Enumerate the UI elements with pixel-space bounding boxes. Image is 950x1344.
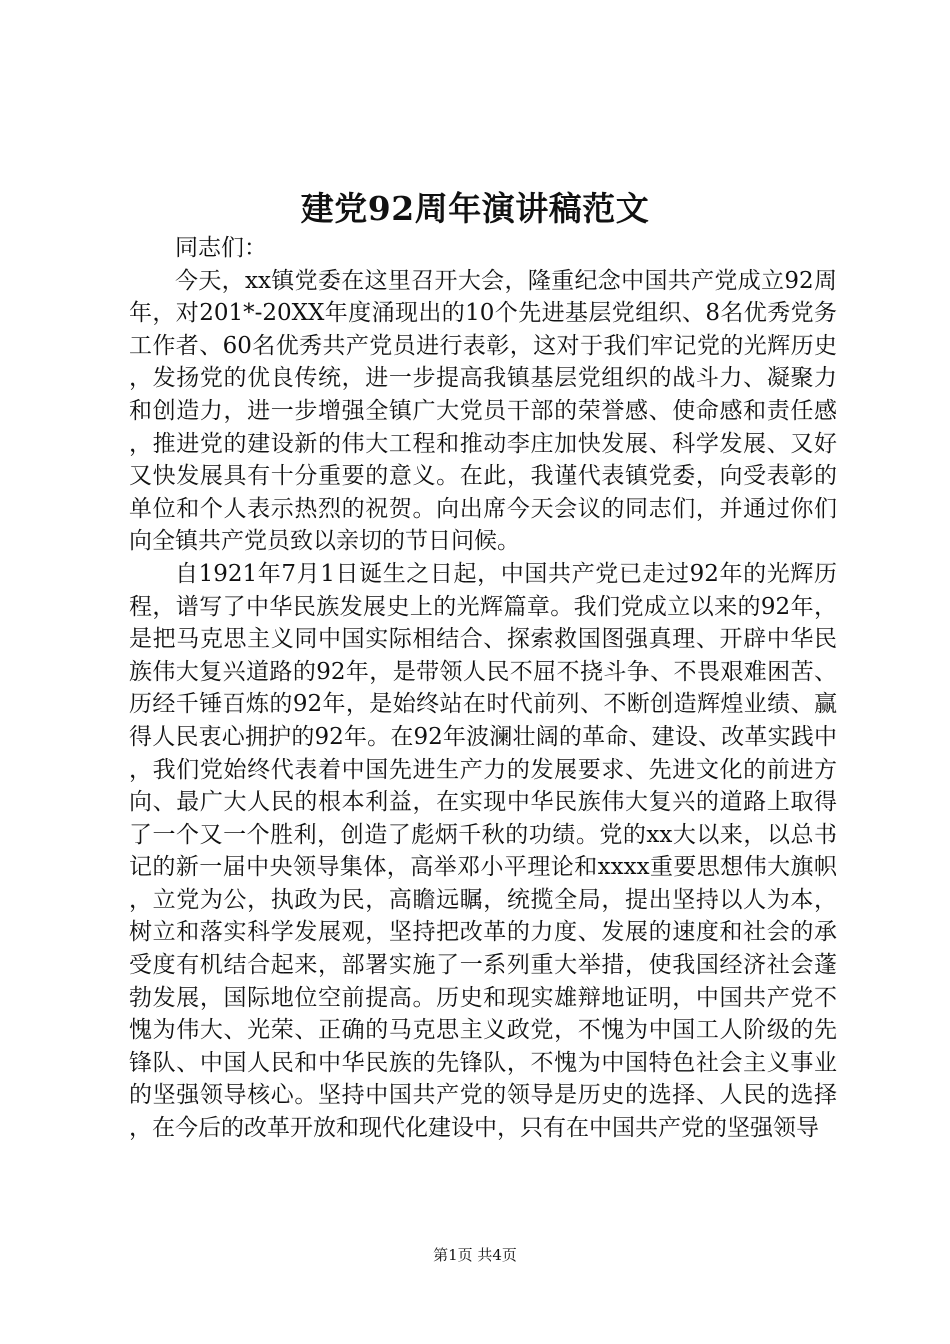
page-footer: 第1页 共4页: [433, 1246, 517, 1264]
paragraph-1: 今天，xx镇党委在这里召开大会，隆重纪念中国共产党成立92周年，对201*-20XX年度涌现出的10个先进基层党组织、8名优秀党务工作者、60名优秀共产党员进行表彰，这对于我们牢记党的光辉历史，发扬党的优良传统，进一步提高我镇基层党组织的战斗力、凝聚力和创造力，进一步增强全镇广大党员干部的荣誉感、使命感和责任感，推进党的建设新的伟大工程和推动李庄加快发展、科学发展、又好又快发展具有十分重要的意义。在此，我谨代表镇党委，向受表彰的单位和个人表示热烈的祝贺。向出席今天会议的同志们，并通过你们向全镇共产党员致以亲切的节日问候。: [129, 267, 837, 555]
document-title: 建党92周年演讲稿范文: [300, 189, 650, 228]
salutation: 同志们：: [175, 235, 267, 261]
document-body: [129, 232, 837, 1145]
paragraph-2: 自1921年7月1日诞生之日起，中国共产党已走过92年的光辉历程，谱写了中华民族发展史上的光辉篇章。我们党成立以来的92年，是把马克思主义同中国实际相结合、探索救国图强真理、开辟中华民族伟大复兴道路的92年，是带领人民不屈不挠斗争、不畏艰难困苦、历经千锤百炼的92年，是始终站在时代前列、不断创造辉煌业绩、赢得人民衷心拥护的92年。在92年波澜壮阔的革命、建设、改革实践中，我们党始终代表着中国先进生产力的发展要求、先进文化的前进方向、最广大人民的根本利益，在实现中华民族伟大复兴的道路上取得了一个又一个胜利，创造了彪炳千秋的功绩。党的xx大以来，以总书记的新一届中央领导集体，高举邓小平理论和xxxx重要思想伟大旗帜，立党为公，执政为民，高瞻远瞩，统揽全局，提出坚持以人为本，树立和落实科学发展观，坚持把改革的力度、发展的速度和社会的承受度有机结合起来，部署实施了一系列重大举措，使我国经济社会蓬勃发展，国际地位空前提高。历史和现实雄辩地证明，中国共产党不愧为伟大、光荣、正确的马克思主义政党，不愧为中国工人阶级的先锋队、中国人民和中华民族的先锋队，不愧为中国特色社会主义事业的坚强领导核心。坚持中国共产党的领导是历史的选择、人民的选择，在今后的改革开放和现代化建设中，只有在中国共产党的坚强领导: [129, 560, 837, 1142]
